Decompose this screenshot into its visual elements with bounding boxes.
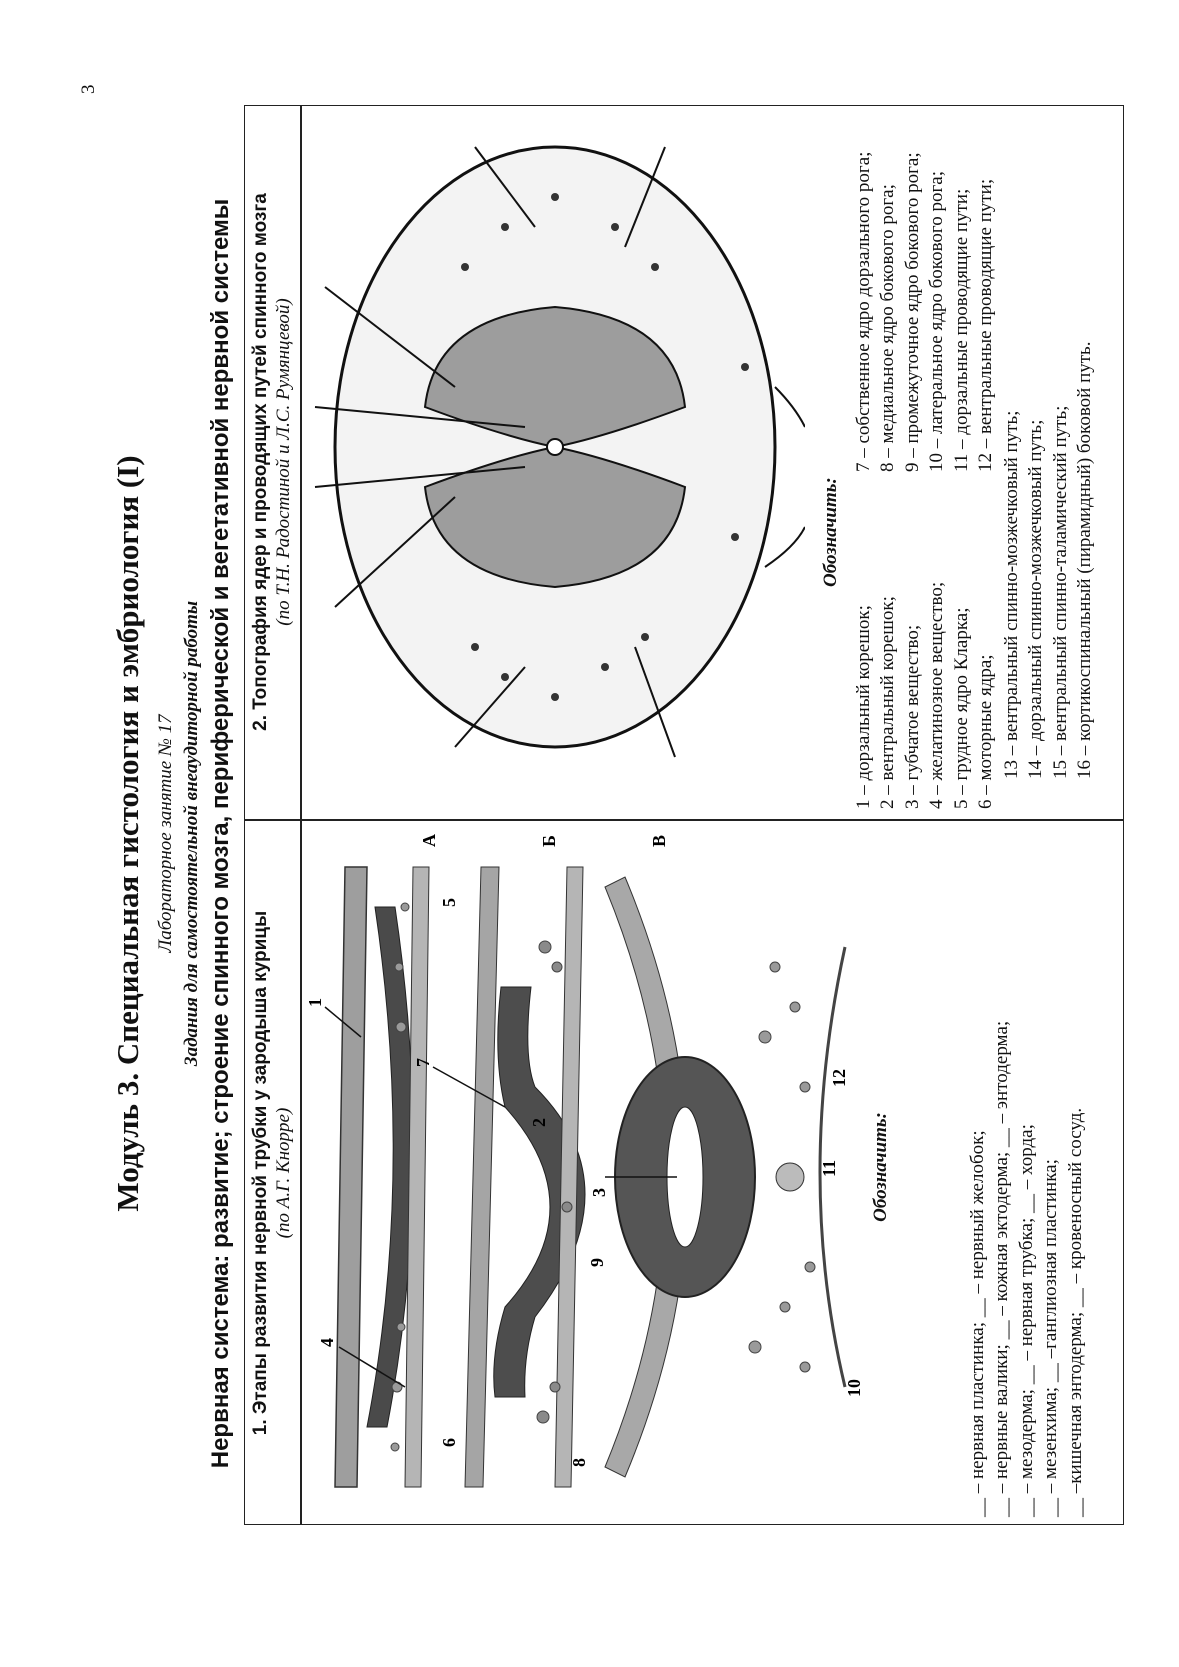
- panel2-legend-left: [852, 582, 998, 809]
- legend-line: 6 – моторные ядра;: [975, 654, 997, 809]
- legend-line: 10 – латеральное ядро бокового рога;: [926, 171, 948, 472]
- legend-line: __ –кишечная энтодерма; __ – кровеносный сосуд.: [1064, 1107, 1086, 1517]
- panel2-legend-heading: Обозначить:: [820, 477, 841, 587]
- callout-1: 1: [305, 998, 325, 1007]
- callout-9: 9: [587, 1258, 607, 1267]
- panel1-legend: [966, 1021, 1088, 1517]
- panel2-legend-right: [852, 152, 998, 472]
- legend-line: __ – нервная пластинка; __ – нервный желобок;: [967, 1130, 988, 1517]
- legend-line: __ – нервные валики; __ – кожная эктодерма; __ – энтодерма;: [991, 1020, 1013, 1517]
- panel2-credit: (по Т.Н. Радостиной и Л.С. Румянцевой): [273, 298, 294, 626]
- legend-line: 1 – дорзальный корешок;: [853, 605, 874, 809]
- callout-4: 4: [317, 1338, 337, 1347]
- callout-10: 10: [844, 1379, 864, 1397]
- legend-line: 8 – медиальное ядро бокового рога;: [877, 184, 899, 472]
- callout-7: 7: [413, 1058, 433, 1067]
- stage-label-a: А: [419, 834, 439, 847]
- callout-6: 6: [439, 1438, 459, 1447]
- page-number: 3: [78, 84, 99, 94]
- column-divider: [244, 820, 1124, 822]
- legend-line: 11 – дорзальные проводящие пути;: [950, 188, 972, 472]
- callout-5: 5: [439, 898, 459, 907]
- legend-line: 5 – грудное ядро Кларка;: [950, 607, 972, 809]
- legend-line: 7 – собственное ядро дорзального рога;: [853, 151, 874, 472]
- legend-line: 3 – губчатое вещество;: [901, 624, 923, 809]
- callout-11: 11: [819, 1159, 839, 1177]
- legend-line: 14 – дорзальный спинно-мозжечковый путь;: [1025, 419, 1047, 779]
- panel2-legend-tail: [1000, 342, 1098, 779]
- legend-line: 12 – вентральные проводящие пути;: [975, 178, 997, 472]
- panel1-legend-heading: Обозначить:: [870, 1112, 891, 1222]
- stage-label-c: В: [649, 834, 669, 847]
- header-divider: [300, 105, 302, 1525]
- lesson-subtitle: Лабораторное занятие № 17: [155, 714, 176, 953]
- stage-a-drawing: [335, 867, 429, 1487]
- legend-line: 9 – промежуточное ядро бокового рога;: [901, 152, 923, 472]
- legend-line: __ – мезенхима; __ –ганглиозная пластинка;: [1040, 1159, 1062, 1517]
- panel1-title: 1. Этапы развития нервной трубки у зародыша курицы: [250, 910, 271, 1436]
- neural-tube-figure: [305, 827, 865, 1507]
- legend-line: __ – мезодерма; __ – нервная трубка; __ – хорда;: [1015, 1124, 1037, 1517]
- topic-heading: Нервная система: развитие; строение спинного мозга, периферической и вегетативной нервной системы: [207, 198, 234, 1469]
- callout-8: 8: [569, 1458, 589, 1467]
- legend-line: 15 – вентральный спинно-таламический путь;: [1049, 405, 1071, 779]
- callout-12: 12: [829, 1069, 849, 1087]
- legend-line: 4 – желатинозное вещество;: [926, 581, 948, 809]
- stage-label-b: Б: [539, 835, 559, 847]
- callout-2: 2: [529, 1118, 549, 1127]
- panel2-title: 2. Топография ядер и проводящих путей спинного мозга: [250, 193, 271, 731]
- legend-line: 16 – кортикоспинальный (пирамидный) боковой путь.: [1074, 341, 1096, 779]
- page-title: Модуль 3. Специальная гистология и эмбриология (I): [110, 455, 145, 1212]
- panel1-credit: (по А.Г. Кнорре): [273, 1107, 294, 1239]
- legend-line: 2 – вентральный корешок;: [877, 596, 899, 809]
- spinal-cord-figure: [305, 127, 805, 787]
- legend-line: 13 – вентральный спинно-мозжечковый путь;: [1001, 410, 1022, 779]
- task-heading: Задания для самостоятельной внеаудиторной работы: [181, 600, 202, 1067]
- callout-3: 3: [589, 1188, 609, 1197]
- stage-b-drawing: [465, 867, 585, 1487]
